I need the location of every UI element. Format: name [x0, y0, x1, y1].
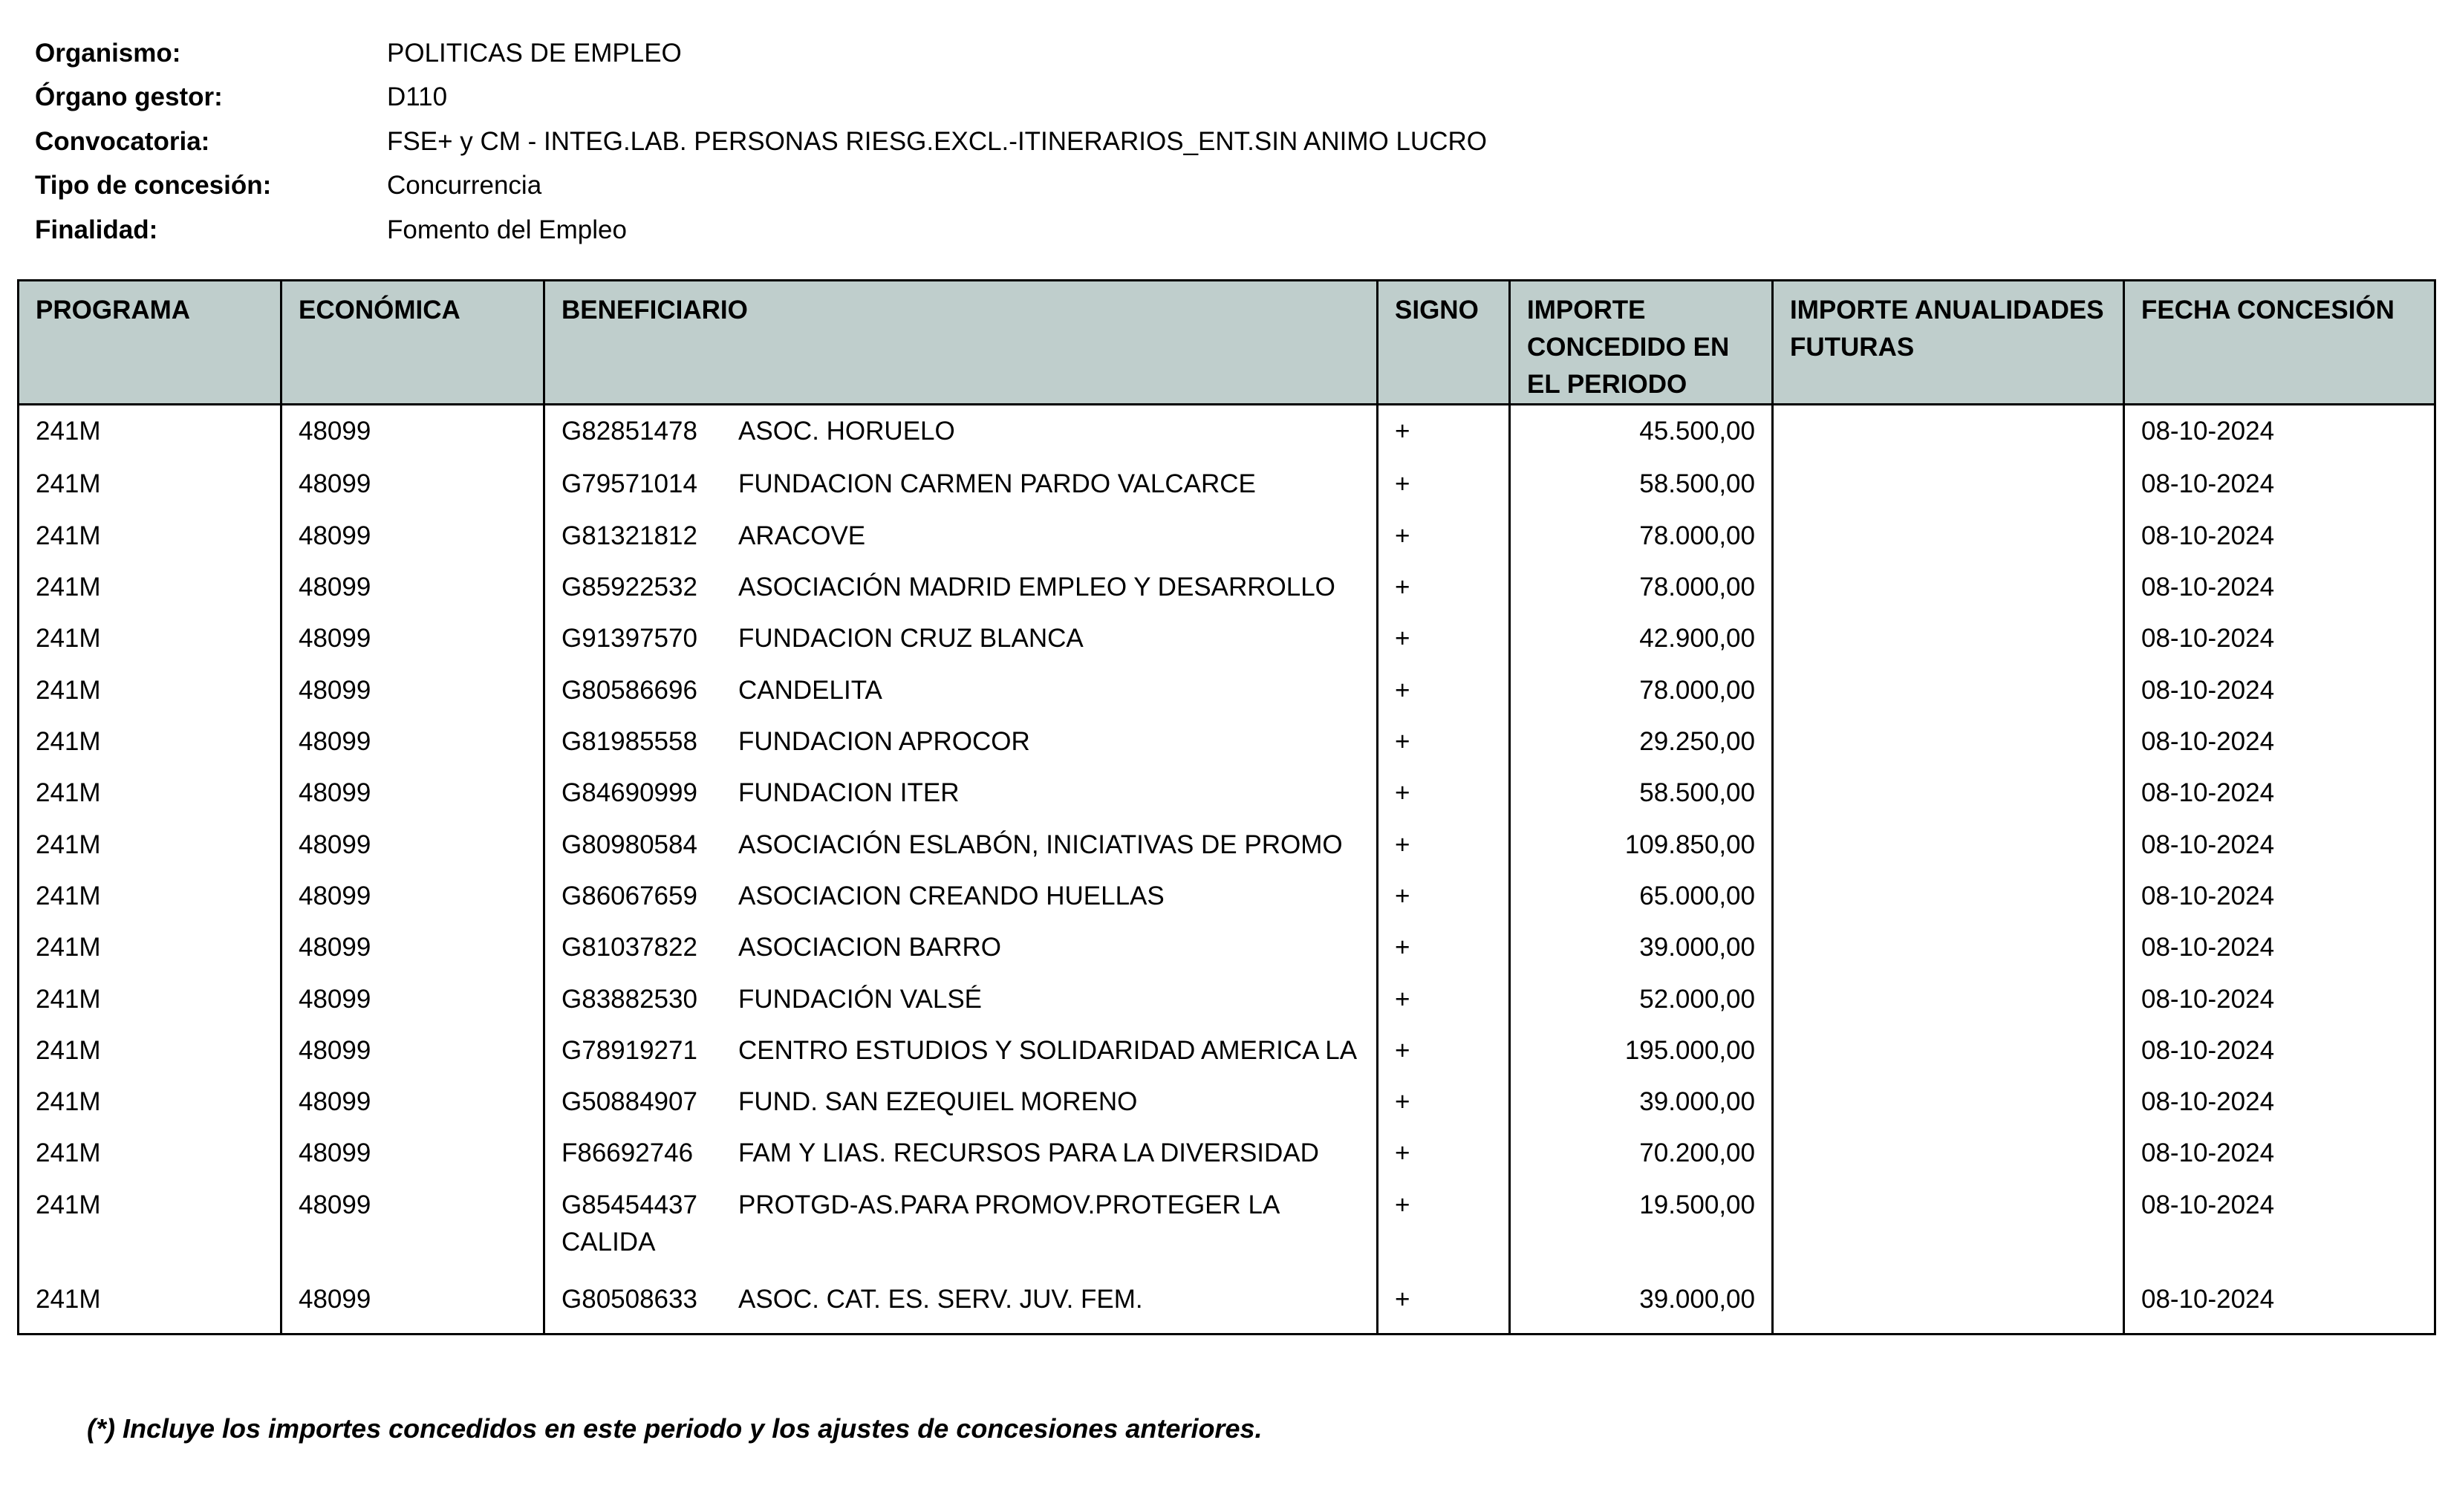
- cell-fecha: 08-10-2024: [2124, 1032, 2435, 1084]
- table-row: [19, 569, 2435, 620]
- cell-signo: +: [1378, 827, 1510, 878]
- beneficiary-name: FUNDACION ITER: [738, 778, 960, 808]
- cell-programa: 241M: [19, 466, 281, 517]
- cell-beneficiario: [544, 466, 1378, 517]
- empty-cell: [544, 1333, 1378, 1335]
- cell-economica: 48099: [281, 672, 544, 723]
- cell-signo: +: [1378, 405, 1510, 466]
- table-row: [19, 466, 2435, 517]
- beneficiary-nif: G50884907: [561, 1087, 697, 1117]
- table-row: [19, 1281, 2435, 1332]
- beneficiary-nif: G80508633: [561, 1285, 697, 1314]
- cell-economica: 48099: [281, 1084, 544, 1135]
- table-filler-row: [19, 1333, 2435, 1335]
- cell-beneficiario: [544, 1032, 1378, 1084]
- cell-beneficiario: [544, 1135, 1378, 1186]
- cell-importe-futuras: [1773, 518, 2124, 569]
- cell-importe-futuras: [1773, 929, 2124, 980]
- beneficiary-name: PROTGD-AS.PARA PROMOV.PROTEGER LA CALIDA: [561, 1190, 1279, 1257]
- cell-importe-futuras: [1773, 672, 2124, 723]
- cell-importe-periodo: 70.200,00: [1510, 1135, 1773, 1186]
- cell-beneficiario: [544, 878, 1378, 929]
- cell-programa: 241M: [19, 878, 281, 929]
- cell-fecha: 08-10-2024: [2124, 929, 2435, 980]
- cell-economica: 48099: [281, 929, 544, 980]
- cell-importe-futuras: [1773, 1281, 2124, 1332]
- meta-row-convocatoria: [35, 120, 1487, 164]
- beneficiary-nif: G78919271: [561, 1035, 697, 1065]
- beneficiary-name: CANDELITA: [738, 675, 882, 705]
- cell-programa: 241M: [19, 518, 281, 569]
- cell-economica: 48099: [281, 878, 544, 929]
- cell-beneficiario: [544, 1187, 1378, 1282]
- cell-fecha: 08-10-2024: [2124, 1135, 2435, 1186]
- cell-beneficiario: [544, 981, 1378, 1032]
- meta-label: Convocatoria:: [35, 126, 210, 156]
- cell-economica: 48099: [281, 1281, 544, 1332]
- empty-cell: [2124, 1333, 2435, 1335]
- beneficiary-nif: F86692746: [561, 1138, 694, 1168]
- meta-label: Tipo de concesión:: [35, 171, 272, 201]
- col-header-importe-periodo: IMPORTE CONCEDIDO EN EL PERIODO: [1510, 281, 1773, 405]
- cell-signo: +: [1378, 620, 1510, 671]
- col-header-economica: ECONÓMICA: [281, 281, 544, 405]
- cell-importe-periodo: 78.000,00: [1510, 518, 1773, 569]
- cell-beneficiario: [544, 827, 1378, 878]
- beneficiary-name: FUNDACION APROCOR: [738, 726, 1030, 756]
- cell-fecha: 08-10-2024: [2124, 466, 2435, 517]
- cell-programa: 241M: [19, 1084, 281, 1135]
- col-header-programa: PROGRAMA: [19, 281, 281, 405]
- cell-economica: 48099: [281, 569, 544, 620]
- meta-row-organismo: [35, 31, 1487, 76]
- cell-signo: +: [1378, 1032, 1510, 1084]
- cell-economica: 48099: [281, 466, 544, 517]
- beneficiary-nif: G79571014: [561, 469, 697, 499]
- cell-signo: +: [1378, 1084, 1510, 1135]
- cell-programa: 241M: [19, 1032, 281, 1084]
- beneficiary-name: FUNDACION CRUZ BLANCA: [738, 624, 1084, 654]
- cell-importe-periodo: 58.500,00: [1510, 775, 1773, 826]
- beneficiary-name: ASOCIACIÓN ESLABÓN, INICIATIVAS DE PROMO: [738, 830, 1343, 859]
- footnote: (*) Incluye los importes concedidos en este periodo y los ajustes de concesiones anteriores.: [87, 1413, 1263, 1444]
- table-row: [19, 405, 2435, 466]
- empty-cell: [1510, 1333, 1773, 1335]
- header-metadata: [35, 31, 1487, 252]
- table-body: [19, 405, 2435, 1335]
- beneficiary-nif: G84690999: [561, 778, 697, 808]
- cell-signo: +: [1378, 1135, 1510, 1186]
- cell-economica: 48099: [281, 1135, 544, 1186]
- meta-value: Concurrencia: [387, 171, 542, 201]
- cell-beneficiario: [544, 620, 1378, 671]
- cell-signo: +: [1378, 723, 1510, 775]
- cell-fecha: 08-10-2024: [2124, 827, 2435, 878]
- beneficiary-name: FUNDACIÓN VALSÉ: [738, 984, 983, 1014]
- meta-row-organo-gestor: [35, 76, 1487, 120]
- beneficiary-nif: G80980584: [561, 830, 697, 859]
- cell-fecha: 08-10-2024: [2124, 1084, 2435, 1135]
- meta-value: POLITICAS DE EMPLEO: [387, 38, 682, 68]
- cell-signo: +: [1378, 878, 1510, 929]
- cell-programa: 241M: [19, 672, 281, 723]
- col-header-fecha: FECHA CONCESIÓN: [2124, 281, 2435, 405]
- empty-cell: [1378, 1333, 1510, 1335]
- cell-importe-futuras: [1773, 775, 2124, 826]
- cell-beneficiario: [544, 1084, 1378, 1135]
- cell-importe-periodo: 39.000,00: [1510, 1281, 1773, 1332]
- empty-cell: [1773, 1333, 2124, 1335]
- beneficiary-nif: G81037822: [561, 933, 697, 962]
- cell-fecha: 08-10-2024: [2124, 775, 2435, 826]
- cell-programa: 241M: [19, 1135, 281, 1186]
- empty-cell: [281, 1333, 544, 1335]
- cell-programa: 241M: [19, 1281, 281, 1332]
- table-row: [19, 518, 2435, 569]
- cell-importe-futuras: [1773, 723, 2124, 775]
- cell-importe-periodo: 78.000,00: [1510, 569, 1773, 620]
- cell-programa: 241M: [19, 775, 281, 826]
- table-row: [19, 672, 2435, 723]
- cell-economica: 48099: [281, 620, 544, 671]
- cell-programa: 241M: [19, 569, 281, 620]
- beneficiary-name: ASOC. HORUELO: [738, 417, 955, 446]
- table-row: [19, 775, 2435, 826]
- beneficiary-name: FUND. SAN EZEQUIEL MORENO: [738, 1087, 1138, 1117]
- meta-value: D110: [387, 82, 448, 112]
- cell-signo: +: [1378, 929, 1510, 980]
- beneficiary-nif: G85454437: [561, 1190, 697, 1219]
- cell-fecha: 08-10-2024: [2124, 878, 2435, 929]
- cell-importe-periodo: 78.000,00: [1510, 672, 1773, 723]
- cell-signo: +: [1378, 466, 1510, 517]
- meta-value: Fomento del Empleo: [387, 215, 627, 244]
- cell-importe-periodo: 195.000,00: [1510, 1032, 1773, 1084]
- cell-importe-periodo: 39.000,00: [1510, 1084, 1773, 1135]
- cell-economica: 48099: [281, 1032, 544, 1084]
- meta-row-tipo-concesion: [35, 164, 1487, 209]
- cell-fecha: 08-10-2024: [2124, 405, 2435, 466]
- beneficiary-name: ARACOVE: [738, 521, 866, 550]
- cell-economica: 48099: [281, 981, 544, 1032]
- beneficiary-name: ASOCIACION CREANDO HUELLAS: [738, 881, 1165, 910]
- cell-fecha: 08-10-2024: [2124, 518, 2435, 569]
- cell-importe-periodo: 58.500,00: [1510, 466, 1773, 517]
- cell-importe-periodo: 109.850,00: [1510, 827, 1773, 878]
- cell-economica: 48099: [281, 827, 544, 878]
- cell-programa: 241M: [19, 929, 281, 980]
- cell-programa: 241M: [19, 981, 281, 1032]
- cell-beneficiario: [544, 569, 1378, 620]
- cell-signo: +: [1378, 1281, 1510, 1332]
- cell-signo: +: [1378, 518, 1510, 569]
- beneficiary-name: FAM Y LIAS. RECURSOS PARA LA DIVERSIDAD: [738, 1138, 1319, 1168]
- cell-importe-periodo: 45.500,00: [1510, 405, 1773, 466]
- cell-importe-futuras: [1773, 1032, 2124, 1084]
- meta-value: FSE+ y CM - INTEG.LAB. PERSONAS RIESG.EXCL.-ITINERARIOS_ENT.SIN ANIMO LUCRO: [387, 126, 1487, 156]
- cell-importe-periodo: 19.500,00: [1510, 1187, 1773, 1282]
- cell-importe-periodo: 65.000,00: [1510, 878, 1773, 929]
- meta-label: Órgano gestor:: [35, 82, 223, 112]
- beneficiary-nif: G83882530: [561, 984, 697, 1014]
- beneficiary-nif: G85922532: [561, 572, 697, 602]
- meta-label: Organismo:: [35, 38, 181, 68]
- cell-importe-periodo: 39.000,00: [1510, 929, 1773, 980]
- table-header-row: [19, 281, 2435, 405]
- table-row: [19, 1135, 2435, 1186]
- cell-fecha: 08-10-2024: [2124, 1281, 2435, 1332]
- beneficiary-nif: G91397570: [561, 624, 697, 654]
- beneficiary-nif: G82851478: [561, 417, 697, 446]
- cell-importe-futuras: [1773, 405, 2124, 466]
- cell-beneficiario: [544, 929, 1378, 980]
- cell-importe-futuras: [1773, 981, 2124, 1032]
- cell-fecha: 08-10-2024: [2124, 1187, 2435, 1282]
- cell-beneficiario: [544, 405, 1378, 466]
- col-header-beneficiario: BENEFICIARIO: [544, 281, 1378, 405]
- cell-fecha: 08-10-2024: [2124, 981, 2435, 1032]
- cell-programa: 241M: [19, 723, 281, 775]
- cell-economica: 48099: [281, 405, 544, 466]
- cell-beneficiario: [544, 775, 1378, 826]
- cell-importe-periodo: 42.900,00: [1510, 620, 1773, 671]
- col-header-signo: SIGNO: [1378, 281, 1510, 405]
- cell-signo: +: [1378, 672, 1510, 723]
- cell-importe-futuras: [1773, 878, 2124, 929]
- cell-economica: 48099: [281, 723, 544, 775]
- cell-programa: 241M: [19, 620, 281, 671]
- beneficiary-name: FUNDACION CARMEN PARDO VALCARCE: [738, 469, 1256, 499]
- cell-signo: +: [1378, 569, 1510, 620]
- beneficiary-nif: G86067659: [561, 881, 697, 910]
- beneficiary-nif: G81321812: [561, 521, 697, 550]
- empty-cell: [19, 1333, 281, 1335]
- table-row: [19, 1084, 2435, 1135]
- cell-programa: 241M: [19, 827, 281, 878]
- cell-signo: +: [1378, 775, 1510, 826]
- cell-importe-futuras: [1773, 620, 2124, 671]
- cell-importe-futuras: [1773, 1135, 2124, 1186]
- cell-programa: 241M: [19, 405, 281, 466]
- table-row: [19, 1032, 2435, 1084]
- cell-importe-futuras: [1773, 569, 2124, 620]
- beneficiary-name: CENTRO ESTUDIOS Y SOLIDARIDAD AMERICA LA: [738, 1035, 1358, 1065]
- cell-beneficiario: [544, 1281, 1378, 1332]
- cell-fecha: 08-10-2024: [2124, 569, 2435, 620]
- cell-importe-futuras: [1773, 1084, 2124, 1135]
- meta-label: Finalidad:: [35, 215, 158, 244]
- table-row: [19, 981, 2435, 1032]
- cell-signo: +: [1378, 981, 1510, 1032]
- cell-importe-periodo: 52.000,00: [1510, 981, 1773, 1032]
- cell-importe-futuras: [1773, 827, 2124, 878]
- cell-programa: 241M: [19, 1187, 281, 1282]
- table-row: [19, 1187, 2435, 1282]
- beneficiary-name: ASOC. CAT. ES. SERV. JUV. FEM.: [738, 1285, 1143, 1314]
- cell-beneficiario: [544, 672, 1378, 723]
- meta-row-finalidad: [35, 208, 1487, 252]
- cell-economica: 48099: [281, 775, 544, 826]
- beneficiary-name: ASOCIACIÓN MADRID EMPLEO Y DESARROLLO: [738, 572, 1335, 602]
- cell-importe-futuras: [1773, 466, 2124, 517]
- cell-signo: +: [1378, 1187, 1510, 1282]
- col-header-importe-futuras: IMPORTE ANUALIDADES FUTURAS: [1773, 281, 2124, 405]
- table-row: [19, 620, 2435, 671]
- table-row: [19, 723, 2435, 775]
- table-row: [19, 827, 2435, 878]
- cell-economica: 48099: [281, 1187, 544, 1282]
- cell-beneficiario: [544, 723, 1378, 775]
- cell-importe-periodo: 29.250,00: [1510, 723, 1773, 775]
- cell-fecha: 08-10-2024: [2124, 723, 2435, 775]
- grants-table: [17, 279, 2436, 1335]
- cell-importe-futuras: [1773, 1187, 2124, 1282]
- table-row: [19, 878, 2435, 929]
- beneficiary-nif: G80586696: [561, 675, 697, 705]
- cell-economica: 48099: [281, 518, 544, 569]
- cell-fecha: 08-10-2024: [2124, 672, 2435, 723]
- cell-beneficiario: [544, 518, 1378, 569]
- beneficiary-nif: G81985558: [561, 726, 697, 756]
- cell-fecha: 08-10-2024: [2124, 620, 2435, 671]
- beneficiary-name: ASOCIACION BARRO: [738, 933, 1001, 962]
- table-row: [19, 929, 2435, 980]
